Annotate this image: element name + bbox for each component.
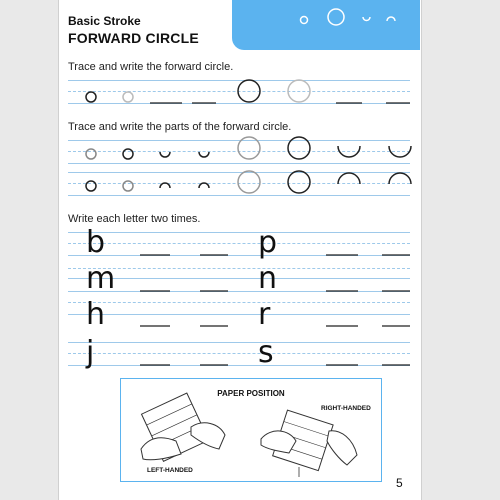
letter-j: j (86, 335, 95, 370)
page-number: 5 (396, 476, 403, 490)
trace-circle-icon (288, 80, 310, 102)
left-handed-label: LEFT-HANDED (147, 467, 193, 474)
trace-circle-icon (123, 92, 133, 102)
instruction-1: Trace and write the forward circle. (68, 61, 234, 73)
bottom-arc-icon (338, 146, 360, 157)
trace-circle-icon (123, 181, 133, 191)
trace-circle-icon (288, 171, 310, 193)
paper-position-title: PAPER POSITION (217, 389, 285, 398)
subtitle: Basic Stroke (68, 14, 141, 28)
letter-m: m (86, 261, 116, 296)
right-handed-label: RIGHT-HANDED (321, 405, 371, 412)
letter-r: r (258, 297, 271, 332)
right-hand-icon (327, 431, 357, 465)
letter-h: h (86, 297, 106, 332)
trace-circle-icon (86, 181, 96, 191)
instruction-3: Write each letter two times. (68, 213, 201, 225)
trace-circle-icon (288, 137, 310, 159)
bottom-arc-icon (160, 152, 170, 157)
trace-circle-icon (238, 171, 260, 193)
trace-circle-icon (123, 149, 133, 159)
letter-b: b (86, 225, 106, 260)
top-arc-icon (389, 173, 411, 184)
bottom-arc-icon (389, 146, 411, 157)
trace-circle-icon (238, 137, 260, 159)
letter-n: n (258, 261, 278, 296)
letter-s: s (258, 335, 274, 370)
top-arc-icon (199, 183, 209, 188)
paper-position-illustration (121, 379, 381, 481)
trace-circle-icon (86, 92, 96, 102)
page-title: FORWARD CIRCLE (68, 30, 199, 46)
instruction-2: Trace and write the parts of the forward circle. (68, 121, 292, 133)
paper-position-box (120, 378, 382, 482)
bottom-arc-icon (199, 152, 209, 157)
top-arc-icon (160, 183, 170, 188)
top-arc-icon (338, 173, 360, 184)
trace-circle-icon (238, 80, 260, 102)
letter-p: p (258, 225, 278, 260)
trace-circle-icon (86, 149, 96, 159)
